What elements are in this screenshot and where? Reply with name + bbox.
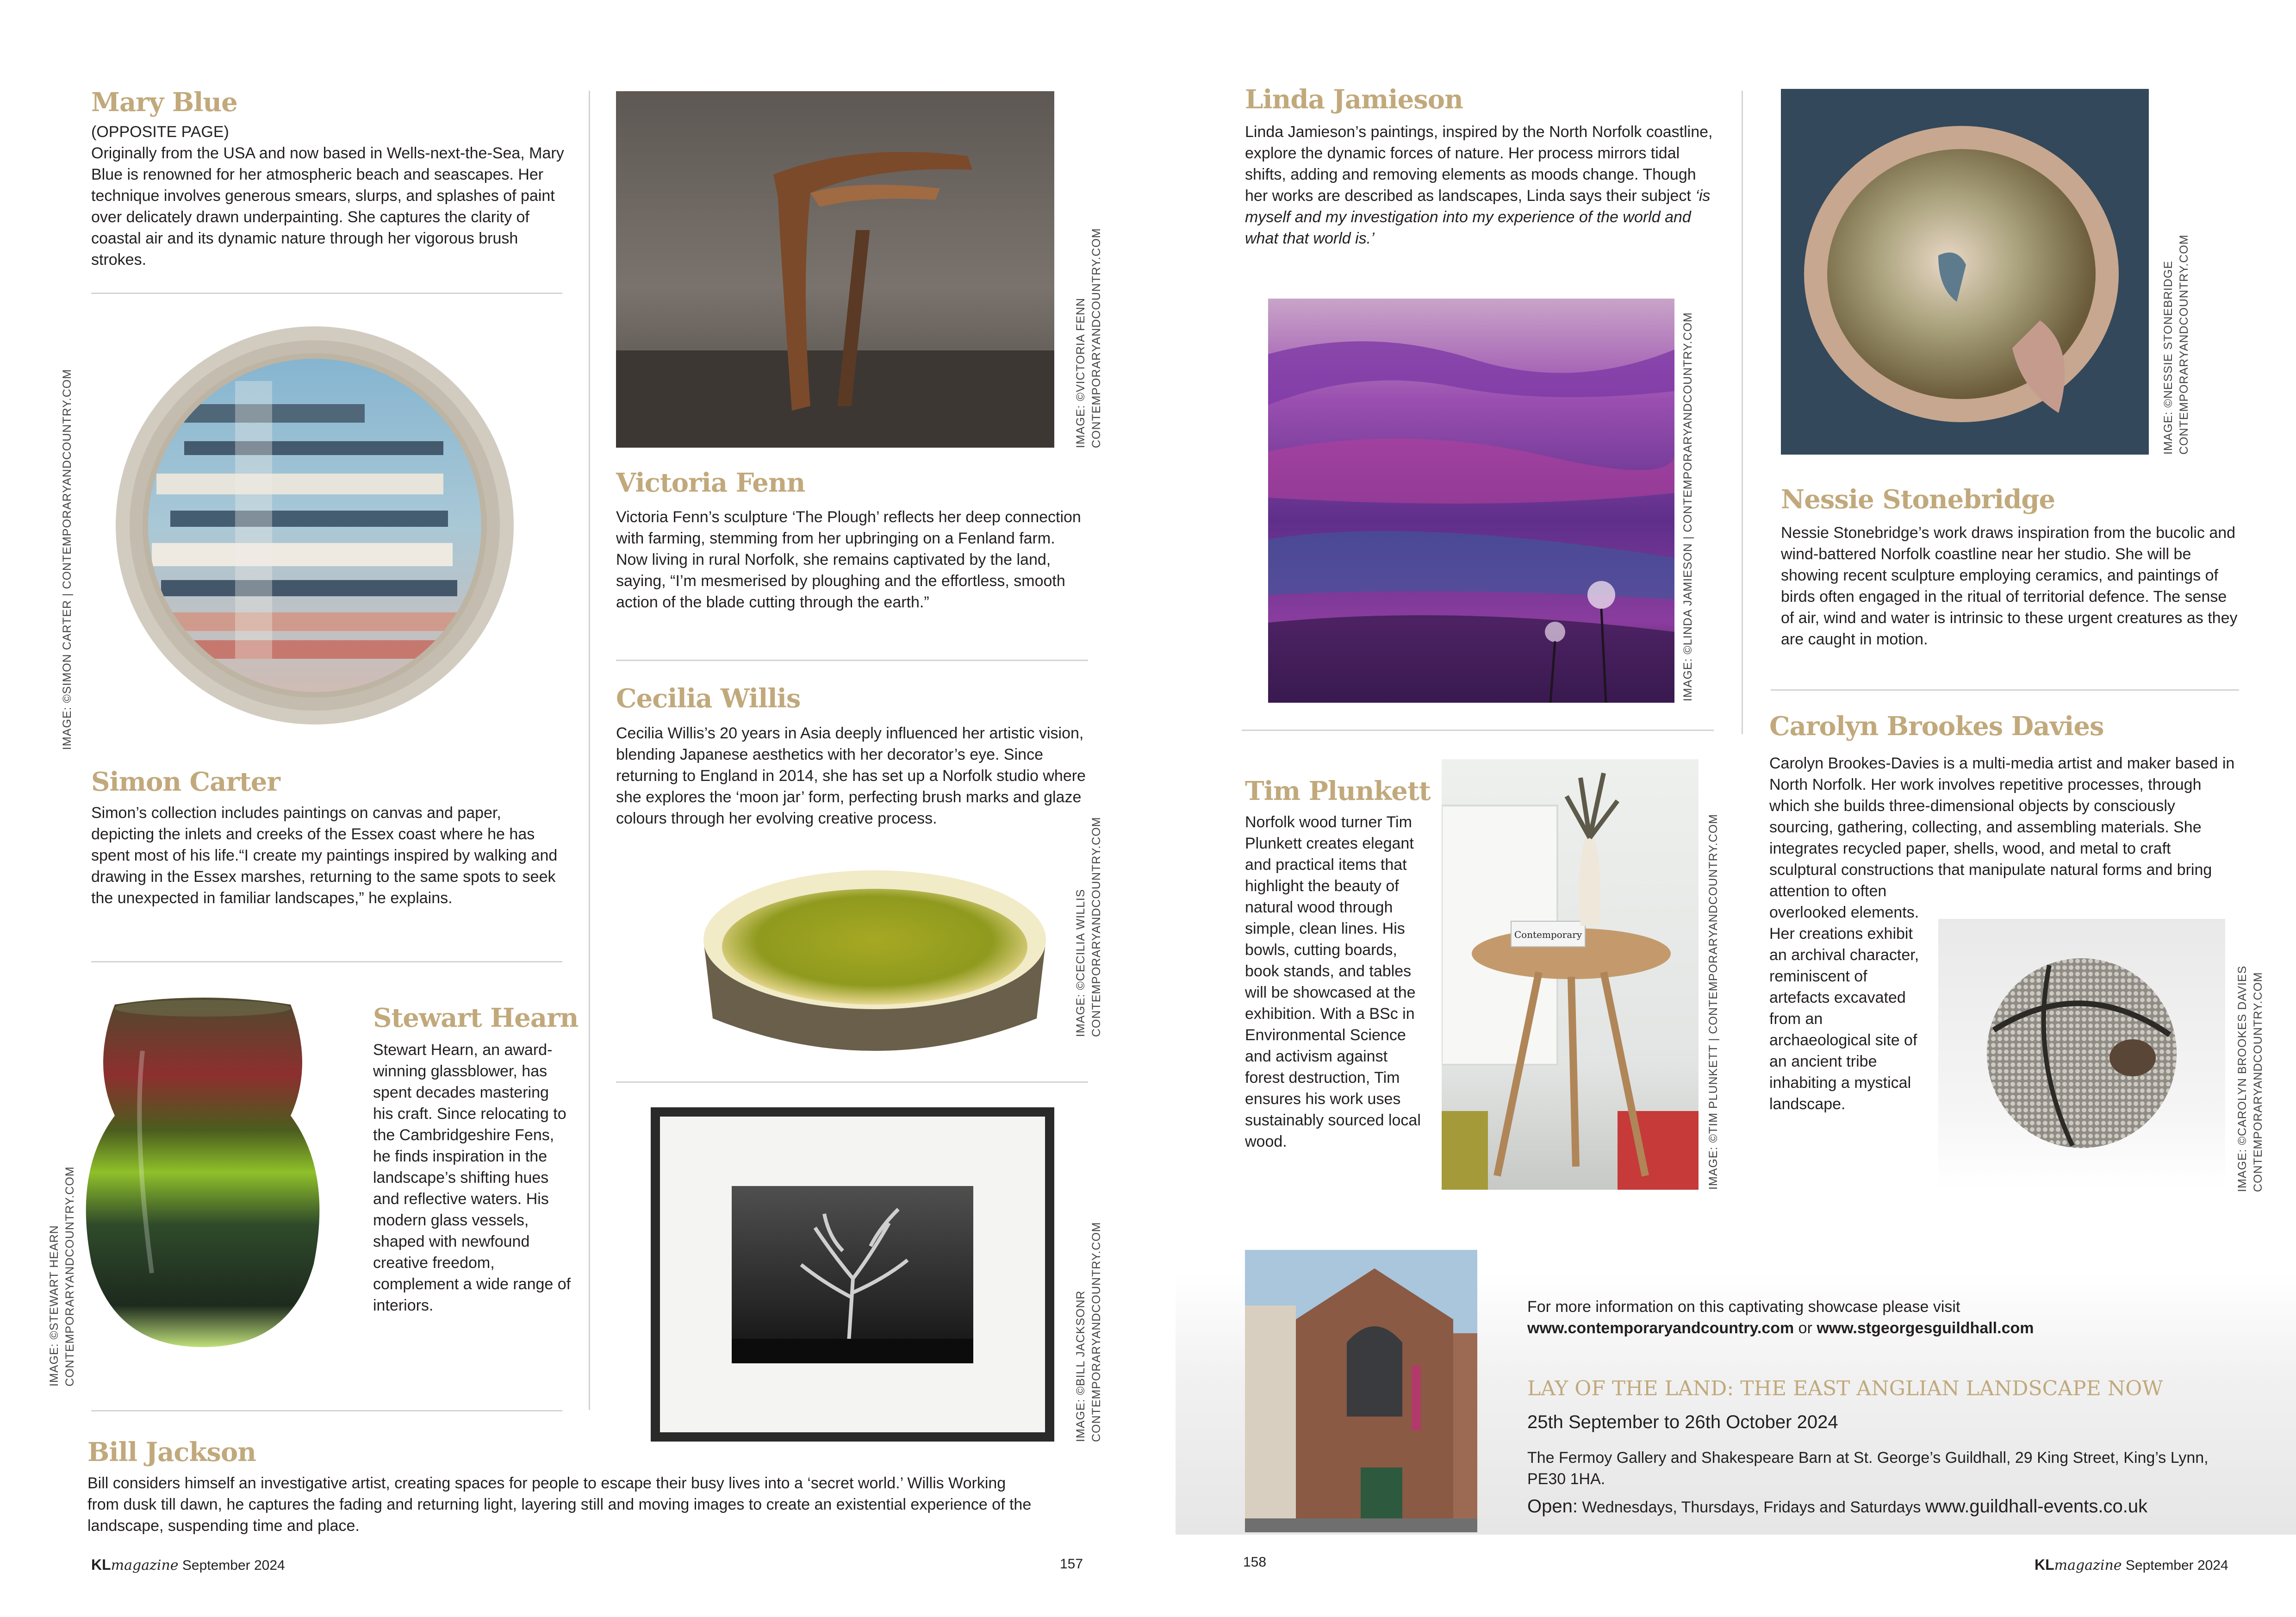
opening-days: Open: Wednesdays, Thursdays, Fridays and Saturdays www.guildhall-events.co.uk <box>1527 1496 2148 1517</box>
tim-plunkett-credit: IMAGE: ©TIM PLUNKETT | CONTEMPORARYANDCOUNTRY.COM <box>1707 814 1720 1190</box>
divider <box>91 961 562 962</box>
carolyn-brookes-davies-body: Carolyn Brookes-Davies is a multi-media artist and maker based in North Norfolk. Her work involves repetitive processes, through which she builds three-dimensional objects by consciously sourcing, gathering, collecting, and assembling materials. She integrates recycled paper, shells, wood, and metal to craft sculptural constructions that manipulate natural forms and bring attention to often <box>1769 755 2235 900</box>
book-title: Contemporary <box>1514 929 1582 940</box>
bill-jackson-tree-print <box>732 1186 973 1363</box>
tim-plunkett-body: Norfolk wood turner Tim Plunkett creates elegant and practical items that highlight the beauty of natural wood through simple, clean lines. His bowls, cutting boards, book stands, and tables will be showcased at the exhibition. With a BSc in Environmental Science and activism against forest destruction, Tim ensures his work uses sustainably sourced local wood. <box>1245 813 1421 1150</box>
divider <box>91 293 562 294</box>
exhibition-dates: 25th September to 26th October 2024 <box>1527 1412 1838 1432</box>
bill-jackson-credit: IMAGE: ©BILL JACKSONR CONTEMPORARYANDCOUNTRY.COM <box>1074 1222 1103 1442</box>
cecilia-willis-heading: Cecilia Willis <box>616 683 801 714</box>
divider <box>616 660 1088 661</box>
bill-jackson-body: Bill considers himself an investigative artist, creating spaces for people to escape their busy lives into a ‘secret world.’ Willis Working from dusk till dawn, he captures the fading and returning light, layering still and moving images to create an existential experience of the landscape, suspending time and place. <box>87 1474 1032 1535</box>
right-footer-brand: KLmagazine September 2024 <box>2035 1556 2228 1573</box>
divider <box>616 1081 1088 1083</box>
carolyn-brookes-davies-heading: Carolyn Brookes Davies <box>1769 711 2104 742</box>
bill-jackson-framed-photograph <box>651 1107 1054 1442</box>
simon-carter-heading: Simon Carter <box>91 767 280 797</box>
stewart-hearn-heading: Stewart Hearn <box>373 1003 579 1033</box>
left-page-number: 157 <box>1060 1556 1083 1572</box>
tim-plunkett-side-table-photo <box>1442 759 1699 1190</box>
victoria-fenn-body: Victoria Fenn’s sculpture ‘The Plough’ reflects her deep connection with farming, stemming from her upbringing on a Fenland farm. Now living in rural Norfolk, she remains captivated by the land, saying, “I’m mesmerised by ploughing and the effortless, smooth action of the blade cutting through the earth.” <box>616 508 1081 611</box>
column-divider <box>589 91 590 1410</box>
linda-jamieson-credit: IMAGE: ©LINDA JAMIESON | CONTEMPORARYANDCOUNTRY.COM <box>1681 312 1694 701</box>
right-page-number: 158 <box>1243 1555 1267 1570</box>
bill-jackson-heading: Bill Jackson <box>87 1437 256 1467</box>
nessie-stonebridge-heading: Nessie Stonebridge <box>1781 484 2055 515</box>
st-georges-guildhall-photo <box>1245 1250 1477 1532</box>
simon-carter-body: Simon’s collection includes paintings on canvas and paper, depicting the inlets and creeks of the Essex coast where he has spent most of his life.“I create my paintings inspired by walking and drawing in the Essex marshes, returning to the same spots to seek the unexpected in familiar landscapes,” he explains. <box>91 804 558 907</box>
carolyn-brookes-davies-credit: IMAGE: ©CAROLYN BROOKES DAVIES CONTEMPORARYANDCOUNTRY.COM <box>2236 965 2265 1192</box>
tim-plunkett-heading: Tim Plunkett <box>1245 776 1431 806</box>
divider <box>91 1410 562 1411</box>
divider <box>1771 689 2239 691</box>
nessie-stonebridge-credit: IMAGE: ©NESSIE STONEBRIDGE CONTEMPORARYANDCOUNTRY.COM <box>2162 234 2190 455</box>
simon-carter-round-painting <box>115 325 515 726</box>
stewart-hearn-credit: IMAGE: ©STEWART HEARN CONTEMPORARYANDCOUNTRY.COM <box>48 1166 76 1386</box>
carolyn-brookes-davies-body-continued: overlooked elements. Her creations exhibit an archival character, reminiscent of artefacts excavated from an archaeological site of an ancient tribe inhabiting a mystical landscape. <box>1769 904 1919 1113</box>
info-intro: For more information on this captivating showcase please visit <box>1527 1298 1960 1316</box>
carolyn-brookes-davies-shell-sphere <box>1938 919 2225 1190</box>
cecilia-willis-credit: IMAGE: ©CECILIA WILLIS CONTEMPORARYANDCOUNTRY.COM <box>1074 817 1103 1037</box>
stewart-hearn-glass-vase <box>73 995 332 1356</box>
linda-jamieson-heading: Linda Jamieson <box>1245 84 1463 115</box>
exhibition-title: LAY OF THE LAND: THE EAST ANGLIAN LANDSCAPE NOW <box>1527 1377 2163 1400</box>
linda-jamieson-body: Linda Jamieson’s paintings, inspired by the North Norfolk coastline, explore the dynamic forces of nature. Her process mirrors tidal shifts, adding and removing elements as moods change. Though her works are described as landscapes, Linda says their subject ‘is myself and my investigation into my experience of the world and what that world is.’ <box>1245 123 1713 247</box>
guildhall-events-link[interactable]: www.guildhall-events.co.uk <box>1925 1496 2148 1517</box>
divider <box>1242 730 1714 731</box>
mary-blue-body: Originally from the USA and now based in Wells-next-the-Sea, Mary Blue is renowned for her atmospheric beach and seascapes. Her technique involves generous smears, slurps, and splashes of paint over delicately drawn underpainting. She captures the clarity of coastal air and its dynamic nature through her vigorous brush strokes. <box>91 144 564 268</box>
mary-blue-heading: Mary Blue <box>91 87 237 118</box>
cecilia-willis-glazed-dish <box>694 852 1055 1074</box>
nessie-stonebridge-body: Nessie Stonebridge’s work draws inspiration from the bucolic and wind-battered Norfolk coastline near her studio. She will be showing recent sculpture employing ceramics, and paintings of birds often engaged in the ritual of territorial defence. The sense of air, wind and water is intrinsic to these urgent creatures as they are caught in motion. <box>1781 524 2238 648</box>
info-links: www.contemporaryandcountry.com or www.stgeorgesguildhall.com <box>1527 1319 2034 1337</box>
simon-carter-credit: IMAGE: ©SIMON CARTER | CONTEMPORARYANDCOUNTRY.COM <box>61 368 74 750</box>
nessie-stonebridge-ceramic-photo <box>1781 89 2149 455</box>
column-divider <box>1742 91 1743 734</box>
victoria-fenn-sculpture-photo <box>616 91 1054 448</box>
victoria-fenn-credit: IMAGE: ©VICTORIA FENN CONTEMPORARYANDCOUNTRY.COM <box>1074 228 1103 448</box>
exhibition-venue: The Fermoy Gallery and Shakespeare Barn at St. George’s Guildhall, 29 King Street, King’s Lynn, PE30 1HA. <box>1527 1449 2209 1488</box>
victoria-fenn-heading: Victoria Fenn <box>616 468 805 498</box>
stewart-hearn-body: Stewart Hearn, an award-winning glassblower, has spent decades mastering his craft. Since relocating to the Cambridgeshire Fens, he finds inspiration in the landscape’s shifting hues and reflective waters. His modern glass vessels, shaped with newfound creative freedom, complement a wide range of interiors. <box>373 1041 571 1314</box>
contemporary-and-country-link[interactable]: www.contemporaryandcountry.com <box>1527 1319 1794 1337</box>
st-georges-guildhall-link[interactable]: www.stgeorgesguildhall.com <box>1817 1319 2034 1337</box>
linda-jamieson-landscape-painting <box>1268 299 1674 703</box>
left-footer-brand: KLmagazine September 2024 <box>91 1556 285 1573</box>
cecilia-willis-body: Cecilia Willis’s 20 years in Asia deeply influenced her artistic vision, blending Japanese aesthetics with her decorator’s eye. Since returning to England in 2014, she has set up a Norfolk studio where she explores the ‘moon jar’ form, perfecting brush marks and glaze colours through her evolving creative process. <box>616 724 1086 827</box>
mary-blue-subtitle: (OPPOSITE PAGE) <box>91 123 229 141</box>
